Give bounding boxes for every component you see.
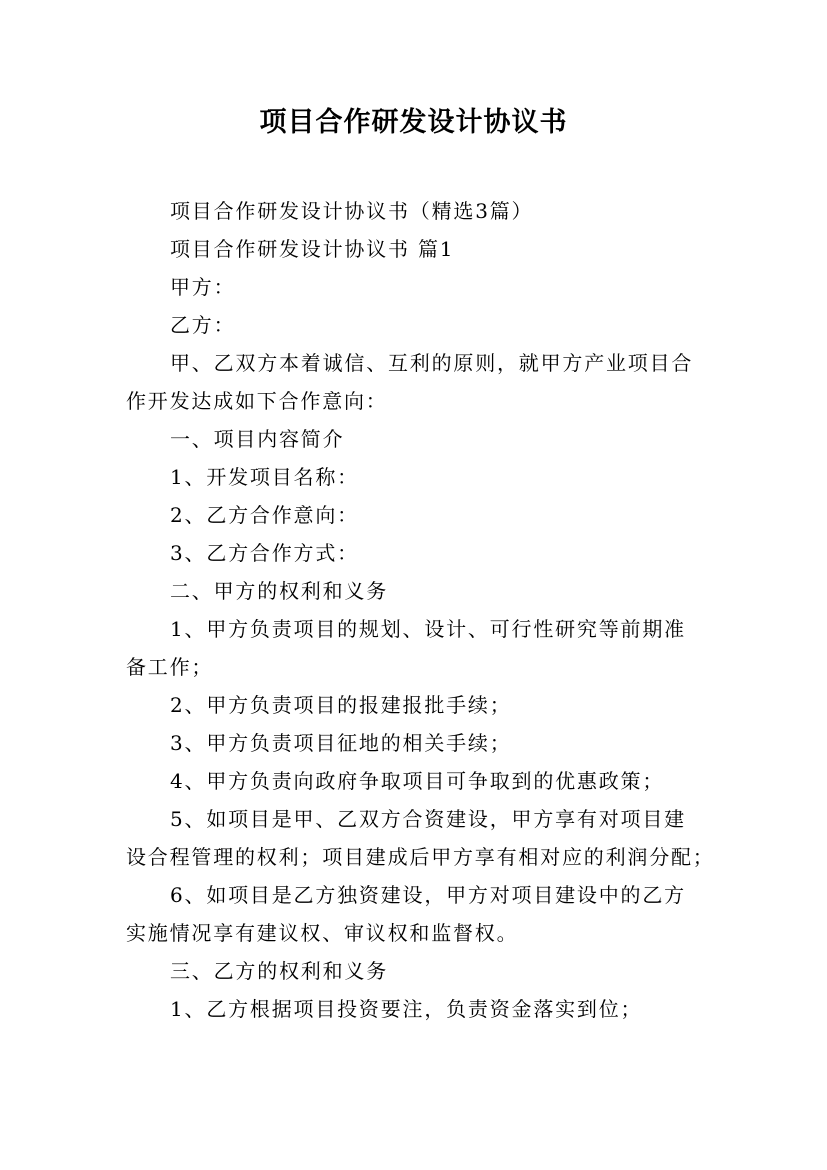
- paragraph: [126, 572, 716, 610]
- paragraph-line: 一、项目内容简介: [170, 427, 345, 451]
- paragraph-line: 6、如项目是乙方独资建设，甲方对项目建设中的乙方: [170, 883, 686, 907]
- paragraph: [126, 306, 716, 344]
- paragraph-line: 乙方：: [170, 313, 236, 337]
- paragraph: [126, 268, 716, 306]
- paragraph-line: 甲、乙双方本着诚信、互利的原则，就甲方产业项目合: [170, 351, 694, 375]
- paragraph-line: 4、甲方负责向政府争取项目可争取到的优惠政策；: [170, 769, 665, 793]
- paragraph: [126, 610, 716, 686]
- paragraph-line: 5、如项目是甲、乙双方合资建设，甲方享有对项目建: [170, 807, 686, 831]
- paragraph-line: 作开发达成如下合作意向：: [126, 389, 388, 413]
- paragraph: [126, 230, 716, 268]
- paragraph-line: 甲方：: [170, 275, 236, 299]
- paragraph: [126, 876, 716, 952]
- paragraph: [126, 990, 716, 1028]
- document-body: [126, 192, 716, 1028]
- paragraph-line: 3、乙方合作方式：: [170, 541, 359, 565]
- paragraph-line: 2、甲方负责项目的报建报批手续；: [170, 693, 512, 717]
- paragraph-line: 1、甲方负责项目的规划、设计、可行性研究等前期准: [170, 617, 686, 641]
- paragraph: [126, 534, 716, 572]
- paragraph-line: 1、开发项目名称：: [170, 465, 359, 489]
- paragraph-line: 二、甲方的权利和义务: [170, 579, 388, 603]
- paragraph: [126, 686, 716, 724]
- paragraph: [126, 952, 716, 990]
- paragraph-line: 设合程管理的权利；项目建成后甲方享有相对应的利润分配；: [126, 845, 715, 869]
- document-title: 项目合作研发设计协议书: [259, 107, 568, 138]
- paragraph-line: 三、乙方的权利和义务: [170, 959, 388, 983]
- paragraph: [126, 344, 716, 420]
- paragraph-line: 1、乙方根据项目投资要注，负责资金落实到位；: [170, 997, 643, 1021]
- paragraph: [126, 420, 716, 458]
- paragraph-line: 3、甲方负责项目征地的相关手续；: [170, 731, 512, 755]
- paragraph-line: 实施情况享有建议权、审议权和监督权。: [126, 921, 519, 945]
- paragraph: [126, 496, 716, 534]
- paragraph: [126, 762, 716, 800]
- paragraph: [126, 800, 716, 876]
- paragraph-line: 项目合作研发设计协议书（精选3篇）: [170, 199, 534, 223]
- paragraph-line: 2、乙方合作意向：: [170, 503, 359, 527]
- paragraph: [126, 458, 716, 496]
- paragraph: [126, 724, 716, 762]
- paragraph: [126, 192, 716, 230]
- paragraph-line: 项目合作研发设计协议书 篇1: [170, 237, 455, 261]
- paragraph-line: 备工作；: [126, 655, 214, 679]
